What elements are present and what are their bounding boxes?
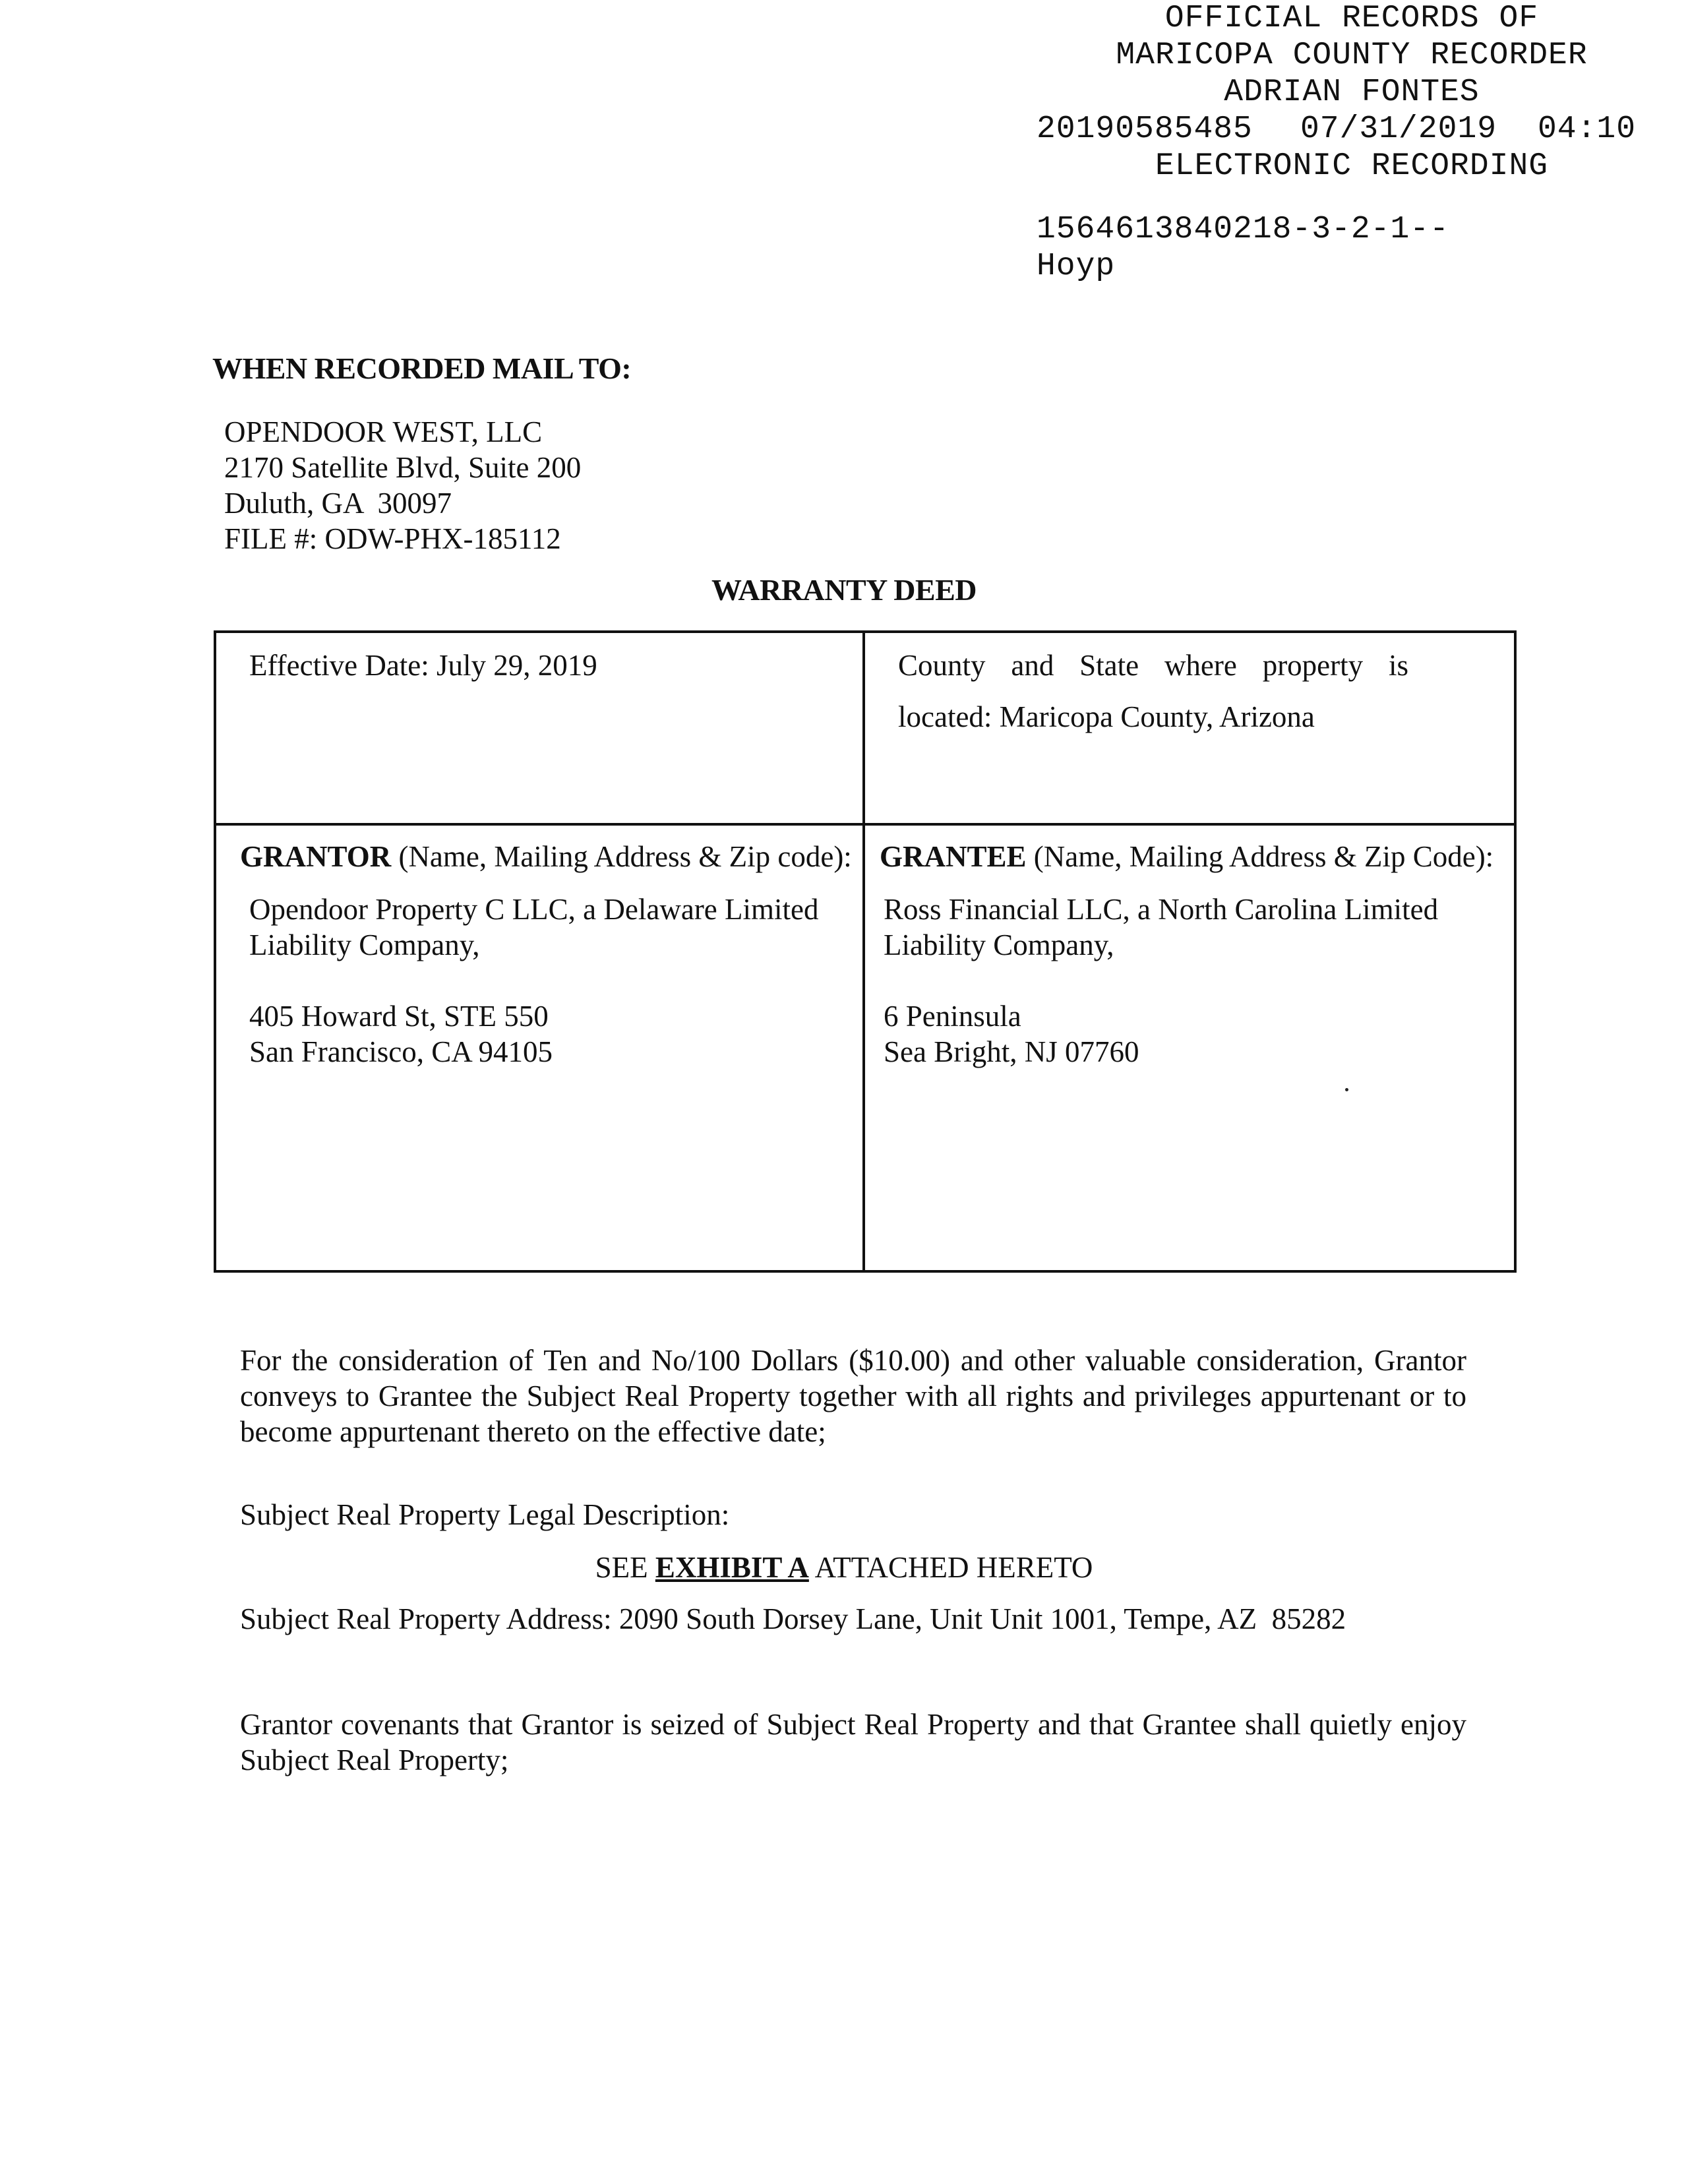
stamp-recording-line [1029,111,1675,148]
document-title: WARRANTY DEED [711,573,977,607]
mail-to-street: 2170 Satellite Blvd, Suite 200 [224,451,582,484]
grantor-heading [240,839,862,874]
see-suffix: ATTACHED HERETO [808,1551,1093,1584]
grantee-name-line-1: Ross Financial LLC, a North Carolina Limited [884,893,1439,926]
grantor-name-line-1: Opendoor Property C LLC, a Delaware Limited [249,893,819,926]
county-word: County [898,649,986,682]
county-word: State [1079,649,1139,682]
recorder-stamp [1029,0,1675,285]
county-state-cell [865,633,1514,826]
stamp-line-official: OFFICIAL RECORDS OF [1164,1,1539,36]
property-address-line: Subject Real Property Address: 2090 South Dorsey Lane, Unit Unit 1001, Tempe, AZ 85282 [240,1602,1346,1635]
grantee-address-line-2: Sea Bright, NJ 07760 [884,1035,1139,1068]
grantee-heading [880,839,1514,874]
grantor-label-note: (Name, Mailing Address & Zip code): [391,840,852,873]
effective-date: Effective Date: July 29, 2019 [249,649,597,682]
county-word: where [1164,649,1237,682]
county-word: property [1262,649,1364,682]
grantee-cell [865,826,1514,1270]
recording-date: 07/31/2019 [1300,111,1497,147]
consideration-paragraph: For the consideration of Ten and No/100 Dollars ($10.00) and other valuable consideration, Grantor conveys to Grantee the Subject Real Property together with all rights and privileges appurtenant or to become appurtenant thereto on the effective date; [240,1344,1466,1448]
scan-speck [1345,1088,1348,1091]
grantee-label: GRANTEE [880,840,1027,873]
recording-number: 20190585485 [1037,111,1253,147]
stamp-line-electronic: ELECTRONIC RECORDING [1155,148,1549,184]
mail-to-file-number: FILE #: ODW-PHX-185112 [224,522,561,555]
grantor-cell [216,826,865,1270]
mail-to-address [224,414,581,557]
deed-info-table [214,630,1517,1273]
grantee-address-line-1: 6 Peninsula [884,1000,1021,1033]
stamp-line-recorder: MARICOPA COUNTY RECORDER [1116,38,1588,73]
stamp-id-suffix: Hoyp [1037,249,1116,284]
grantor-address-line-2: San Francisco, CA 94105 [249,1035,553,1068]
grantee-label-note: (Name, Mailing Address & Zip Code): [1026,840,1494,873]
grantor-address-line-1: 405 Howard St, STE 550 [249,1000,549,1033]
grantee-name-line-2: Liability Company, [884,928,1114,961]
see-exhibit-line [0,1550,1688,1585]
mail-to-heading: WHEN RECORDED MAIL TO: [212,351,632,385]
stamp-id-line: 1564613840218-3-2-1-- [1037,212,1449,247]
mail-to-city: Duluth, GA 30097 [224,487,452,520]
county-word: is [1388,649,1408,682]
grantor-label: GRANTOR [240,840,392,873]
county-state-line-2: located: Maricopa County, Arizona [898,700,1315,733]
effective-date-cell [216,633,865,826]
county-word: and [1011,649,1054,682]
covenant-paragraph: Grantor covenants that Grantor is seized of Subject Real Property and that Grantee shall quietly enjoy Subject Real Property; [240,1708,1466,1776]
see-prefix: SEE [595,1551,655,1584]
recording-time: 04:10 [1538,111,1637,147]
legal-description-label: Subject Real Property Legal Description: [240,1498,730,1531]
mail-to-name: OPENDOOR WEST, LLC [224,415,543,448]
stamp-line-recorder-name: ADRIAN FONTES [1224,75,1480,110]
county-state-line-1 [898,648,1408,683]
grantee-details [880,892,1514,1070]
grantor-details [240,892,862,1070]
grantor-name-line-2: Liability Company, [249,928,480,961]
exhibit-a-reference: EXHIBIT A [655,1551,809,1584]
